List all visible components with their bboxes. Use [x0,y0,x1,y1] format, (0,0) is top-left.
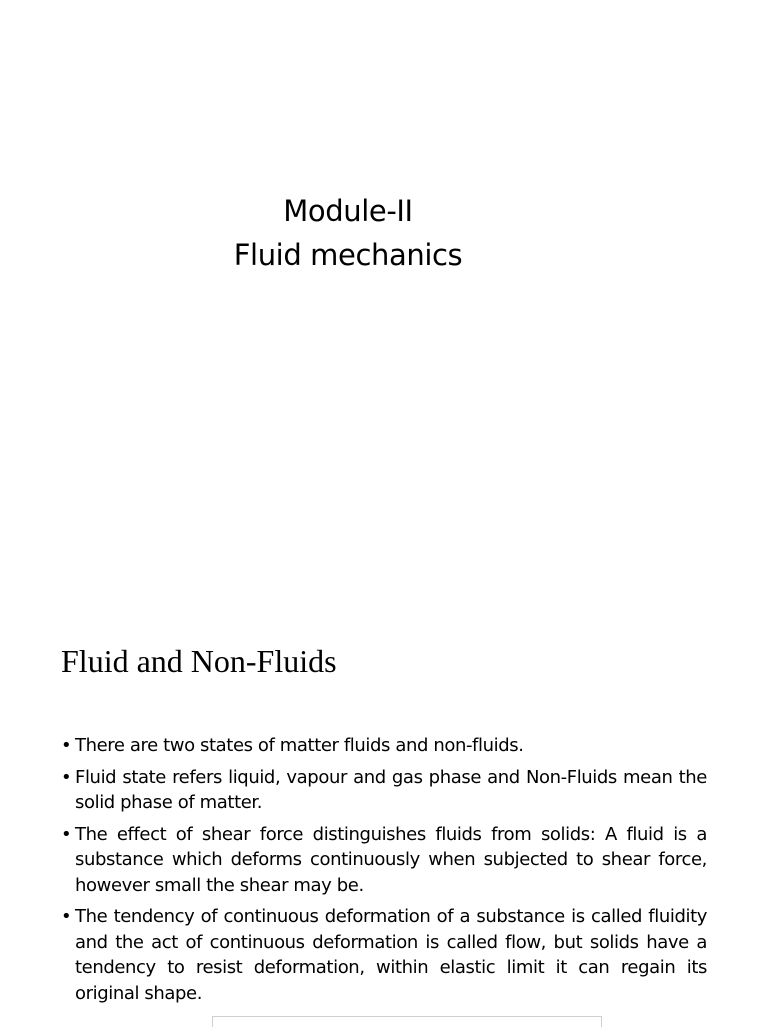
subject-label: Fluid mechanics [233,238,463,272]
bullet-text: Fluid state refers liquid, vapour and gas phase and Non-Fluids mean the solid phase of matter. [75,766,707,813]
list-item [61,765,707,816]
section-heading: Fluid and Non-Fluids [61,643,337,679]
bullet-list [61,733,707,1012]
list-item [61,733,707,759]
bullet-text: The tendency of continuous deformation of a substance is called fluidity and the act of continuous deformation is called flow, but solids have a tendency to resist deformation, within elastic limit it can regain its original shape. [75,906,707,1004]
bullet-icon: • [61,906,72,927]
list-item [61,822,707,899]
bullet-icon: • [61,735,72,756]
slide-title [150,189,546,277]
bullet-text: There are two states of matter fluids and non-fluids. [75,735,524,756]
next-slide-edge [212,1016,602,1027]
bullet-icon: • [61,823,72,845]
bullet-icon: • [61,766,72,788]
list-item [61,904,707,1006]
module-label: Module-II [283,194,413,228]
bullet-text: The effect of shear force distinguishes fluids from solids: A fluid is a substance which deforms continuously when subjected to shear force, however small the shear may be. [75,823,707,896]
